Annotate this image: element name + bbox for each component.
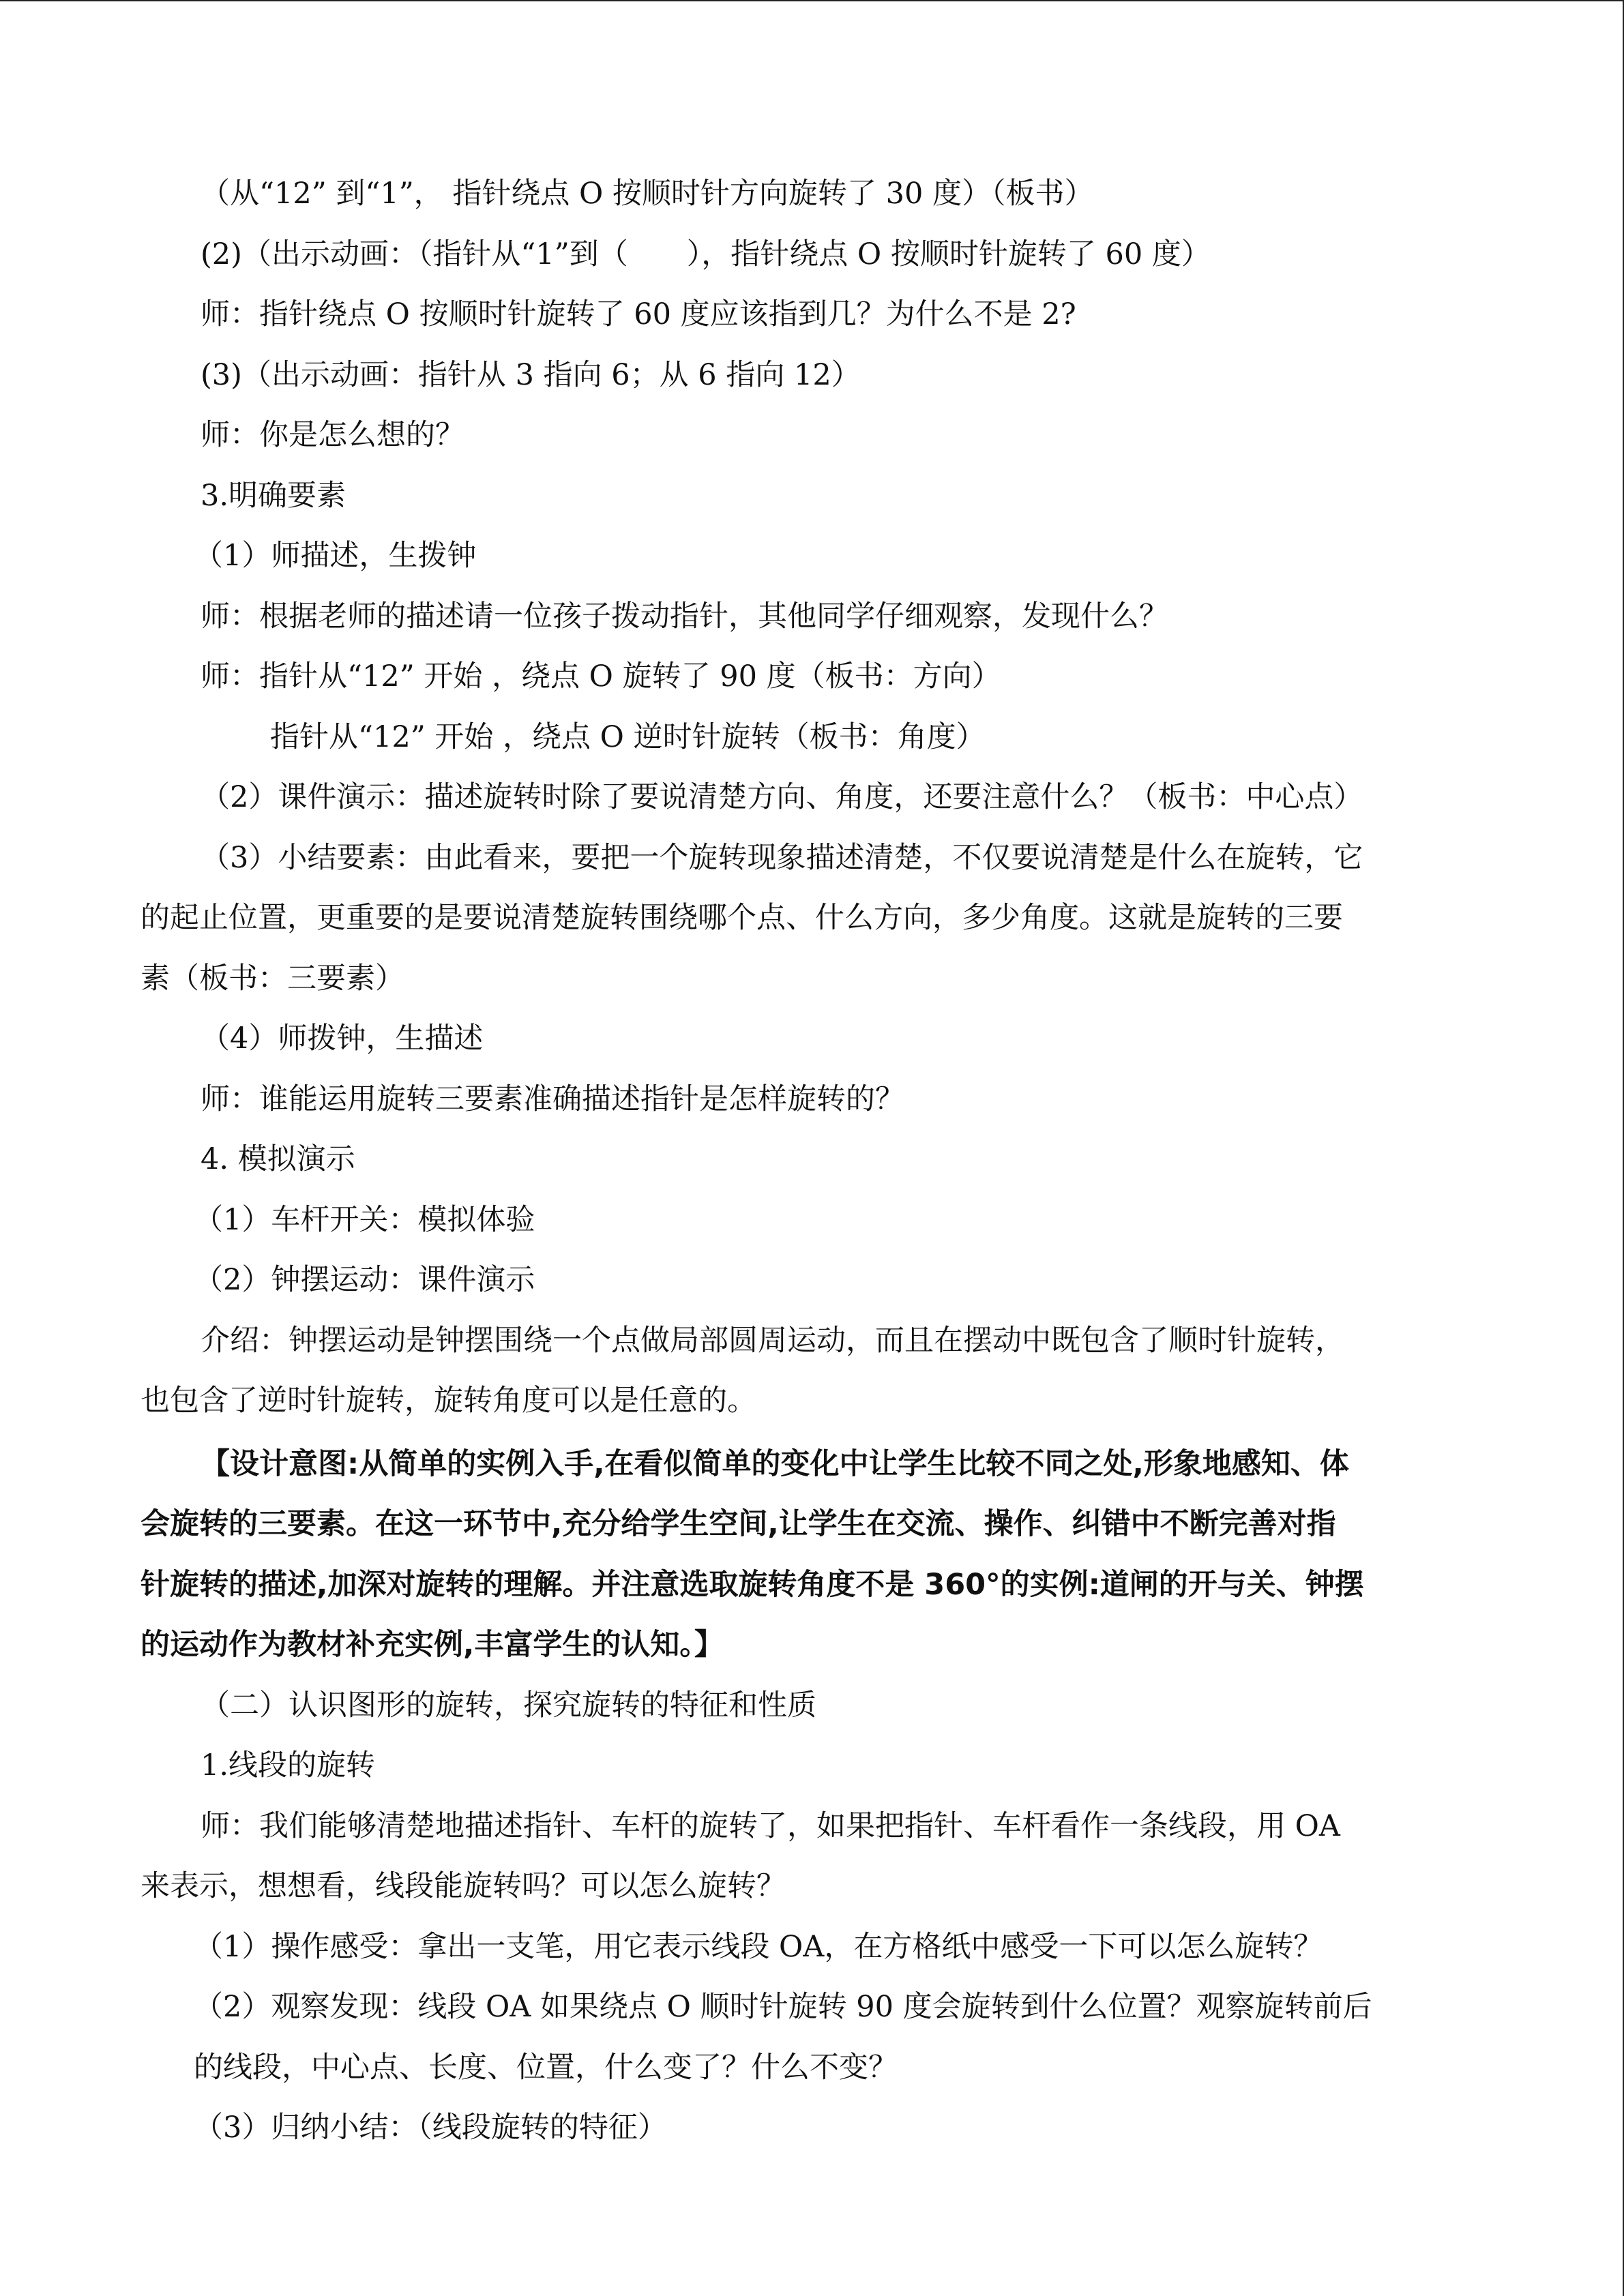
text-line: (2)（出示动画：（指针从“1”到（ ），指针绕点 O 按顺时针旋转了 60 度）	[201, 237, 1211, 271]
text-line: （1）车杆开关：模拟体验	[194, 1202, 535, 1237]
text-line: 的线段，中心点、长度、位置，什么变了？什么不变？	[194, 2050, 898, 2085]
text-line: （1）操作感受：拿出一支笔，用它表示线段 OA，在方格纸中感受一下可以怎么旋转？	[194, 1929, 1323, 1964]
section-heading: 4. 模拟演示	[201, 1142, 355, 1176]
design-intent-line: 的运动作为教材补充实例,丰富学生的认知。】	[141, 1628, 724, 1662]
text-line: （3）归纳小结：（线段旋转的特征）	[194, 2111, 667, 2145]
text-line: （3）小结要素：由此看来，要把一个旋转现象描述清楚，不仅要说清楚是什么在旋转，它	[201, 840, 1363, 875]
text-line: （2）课件演示：描述旋转时除了要说清楚方向、角度，还要注意什么？（板书：中心点）	[201, 780, 1363, 814]
text-line: （2）钟摆运动：课件演示	[194, 1263, 535, 1297]
design-intent-line: 【设计意图:从简单的实例入手,在看似简单的变化中让学生比较不同之处,形象地感知、体	[201, 1446, 1349, 1481]
text-line: 师：我们能够清楚地描述指针、车杆的旋转了，如果把指针、车杆看作一条线段，用 OA	[201, 1808, 1340, 1843]
text-line: 的起止位置，更重要的是要说清楚旋转围绕哪个点、什么方向，多少角度。这就是旋转的三要	[141, 901, 1343, 935]
text-line: 师：指针绕点 O 按顺时针旋转了 60 度应该指到几？为什么不是 2?	[201, 297, 1076, 331]
text-line: 素（板书：三要素）	[141, 961, 404, 996]
text-line: (3)（出示动画：指针从 3 指向 6；从 6 指向 12）	[201, 357, 861, 392]
section-heading: 3.明确要素	[201, 478, 346, 513]
text-line: 介绍：钟摆运动是钟摆围绕一个点做局部圆周运动，而且在摆动中既包含了顺时针旋转，	[201, 1323, 1344, 1358]
document-body	[141, 164, 1491, 2158]
text-line: 指针从“12” 开始 ，绕点 O 逆时针旋转（板书：角度）	[270, 719, 986, 754]
text-line: （从“12” 到“1”， 指针绕点 O 按顺时针方向旋转了 30 度）（板书）	[201, 177, 1094, 211]
section-heading: （二）认识图形的旋转，探究旋转的特征和性质	[201, 1688, 816, 1723]
text-line: 师：你是怎么想的？	[201, 418, 464, 452]
text-line: 也包含了逆时针旋转，旋转角度可以是任意的。	[141, 1384, 756, 1418]
design-intent-line: 针旋转的描述,加深对旋转的理解。并注意选取旋转角度不是 360°的实例:道闸的开与关、钟摆	[141, 1567, 1364, 1602]
text-line: （1）师描述，生拨钟	[194, 539, 477, 573]
text-line: 师：指针从“12” 开始 ，绕点 O 旋转了 90 度（板书：方向）	[201, 659, 1001, 694]
text-line: 师：根据老师的描述请一位孩子拨动指针，其他同学仔细观察，发现什么？	[201, 599, 1168, 633]
text-line: 来表示，想想看，线段能旋转吗？可以怎么旋转？	[141, 1869, 786, 1903]
section-heading: 1.线段的旋转	[201, 1748, 376, 1783]
text-line: （4）师拨钟，生描述	[201, 1022, 484, 1056]
text-line: 师：谁能运用旋转三要素准确描述指针是怎样旋转的？	[201, 1082, 904, 1116]
design-intent-line: 会旋转的三要素。在这一环节中,充分给学生空间,让学生在交流、操作、纠错中不断完善对指	[141, 1507, 1336, 1541]
text-line: （2）观察发现：线段 OA 如果绕点 O 顺时针旋转 90 度会旋转到什么位置？观察旋转前后	[194, 1990, 1372, 2024]
